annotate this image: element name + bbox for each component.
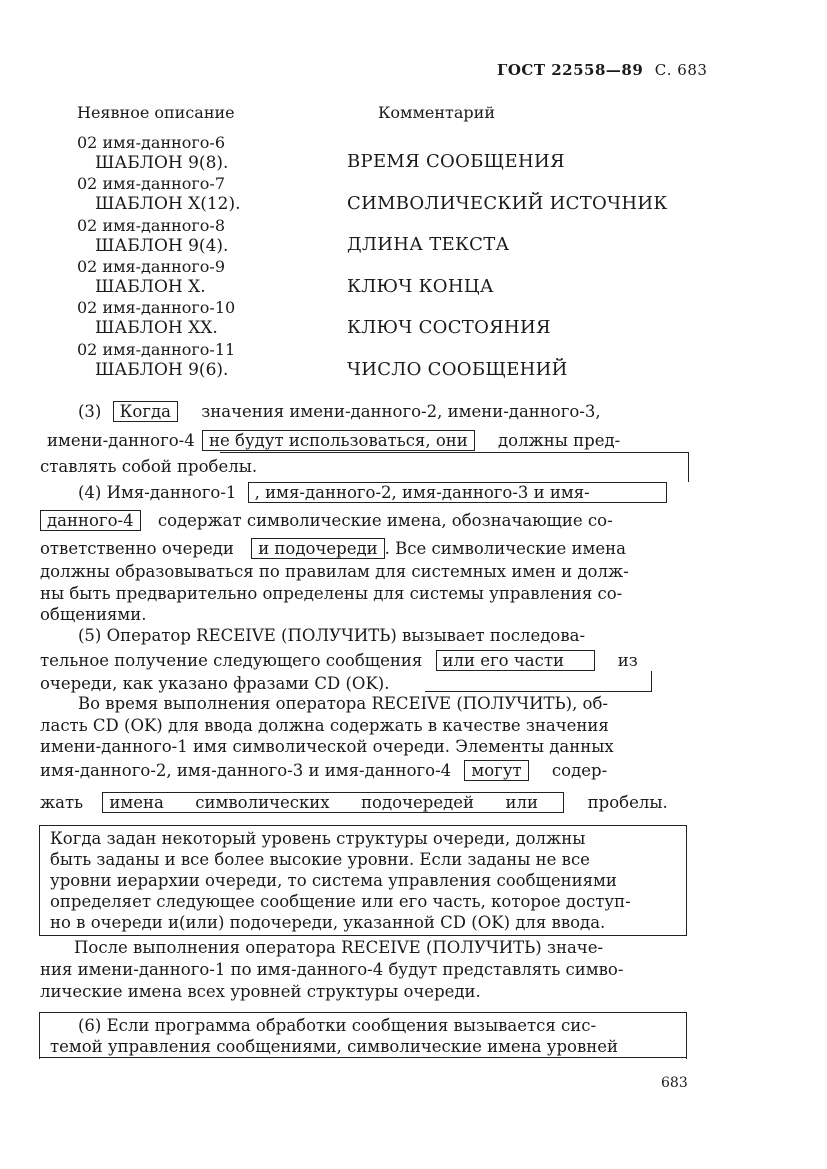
- para4-line3: [40, 538, 626, 560]
- table-row-comment: ВРЕМЯ СООБЩЕНИЯ: [347, 151, 565, 172]
- page-header: [497, 61, 707, 79]
- para3-text3: должны пред-: [498, 431, 621, 450]
- column-heading-comment: Комментарий: [378, 103, 495, 122]
- table-row-comment: КЛЮЧ СОСТОЯНИЯ: [347, 317, 551, 338]
- table-row-level: 02 имя-данного-8: [77, 216, 226, 235]
- para4-text4: . Все символические имена: [384, 539, 626, 558]
- para5-bracket: [425, 671, 652, 692]
- exec-text6: жать: [40, 793, 84, 812]
- gost-designation: ГОСТ 22558—89: [497, 61, 644, 79]
- table-row-comment: СИМВОЛИЧЕСКИЙ ИСТОЧНИК: [347, 193, 668, 214]
- after-line2: ния имени-данного-1 по имя-данного-4 будут представлять симво-: [40, 960, 624, 979]
- exec-line5: [40, 792, 668, 814]
- exec-line2: ласть CD (OK) для ввода должна содержать в качестве значения: [40, 716, 609, 735]
- framed-line: уровни иерархии очереди, то система управления сообщениями: [50, 871, 617, 890]
- para3-text2: имени-данного-4: [47, 431, 195, 450]
- exec-line3: имени-данного-1 имя символической очереди. Элементы данных: [40, 737, 614, 756]
- para4-line2: [40, 510, 613, 532]
- para4-text2: содержат символические имена, обозначающие со-: [157, 511, 613, 530]
- exec-text7: пробелы.: [587, 793, 668, 812]
- para5-line1: (5) Оператор RECEIVE (ПОЛУЧИТЬ) вызывает последова-: [78, 626, 586, 645]
- exec-text5: содер-: [551, 761, 608, 780]
- para5-box-part: или его части: [436, 650, 595, 671]
- table-row-picture: ШАБЛОН 9(4).: [95, 236, 229, 256]
- para4-box-subqueue: и подочереди: [251, 538, 384, 559]
- exec-line4: [40, 760, 607, 782]
- table-row-level: 02 имя-данного-9: [77, 257, 226, 276]
- para4-line5: ны быть предварительно определены для системы управления со-: [40, 584, 623, 603]
- para6-bottom-rule: [39, 1057, 687, 1058]
- framed-line: но в очереди и(или) подочереди, указанной CD (OK) для ввода.: [50, 913, 606, 932]
- para3-box-not-used: не будут использоваться, они: [202, 430, 475, 451]
- after-line1: После выполнения оператора RECEIVE (ПОЛУЧИТЬ) значе-: [74, 938, 604, 957]
- para3-bracket: [220, 452, 689, 482]
- exec-text4: имя-данного-2, имя-данного-3 и имя-данного-4: [40, 761, 452, 780]
- table-row-picture: ШАБЛОН X(12).: [95, 194, 241, 214]
- table-row-level: 02 имя-данного-10: [77, 298, 236, 317]
- para4-text3: ответственно очереди: [40, 539, 234, 558]
- framed-block-levels: [39, 825, 687, 936]
- table-row-level: 02 имя-данного-6: [77, 133, 226, 152]
- para3-text1: значения имени-данного-2, имени-данного-3,: [201, 402, 601, 421]
- para4-line1: [78, 482, 667, 504]
- column-heading-implicit: Неявное описание: [77, 103, 235, 122]
- para6-line: (6) Если программа обработки сообщения вызывается сис-: [78, 1016, 597, 1035]
- exec-line1: Во время выполнения оператора RECEIVE (ПОЛУЧИТЬ), об-: [78, 694, 608, 713]
- header-page-ref: С. 683: [654, 61, 708, 79]
- table-row-picture: ШАБЛОН 9(8).: [95, 153, 229, 173]
- para5-line2: [40, 650, 638, 672]
- para4-line4: должны образовываться по правилам для системных имен и долж-: [40, 562, 629, 581]
- after-line3: лические имена всех уровней структуры очереди.: [40, 982, 481, 1001]
- para5-text2: тельное получение следующего сообщения: [40, 651, 423, 670]
- para5-line3: очереди, как указано фразами CD (OK).: [40, 674, 390, 693]
- table-row-picture: ШАБЛОН X.: [95, 277, 206, 297]
- exec-box-may: могут: [464, 760, 528, 781]
- table-row-level: 02 имя-данного-7: [77, 174, 226, 193]
- para3-box-when: Когда: [113, 401, 178, 422]
- para3-line2: [47, 430, 620, 452]
- para4-text1: (4) Имя-данного-1: [78, 483, 237, 502]
- para5-text3: из: [617, 651, 638, 670]
- table-row-comment: ДЛИНА ТЕКСТА: [347, 234, 510, 255]
- para4-box-item4: данного-4: [40, 510, 141, 531]
- para4-box-names: , имя-данного-2, имя-данного-3 и имя-: [248, 482, 667, 503]
- table-row-comment: ЧИСЛО СООБЩЕНИЙ: [347, 359, 568, 380]
- para3-line3: ставлять собой пробелы.: [40, 457, 258, 476]
- framed-line: быть заданы и все более высокие уровни. Если заданы не все: [50, 850, 590, 869]
- exec-box-names: имена символических подочередей или: [102, 792, 564, 813]
- framed-block-para6: [39, 1012, 687, 1059]
- table-row-picture: ШАБЛОН XX.: [95, 318, 218, 338]
- table-row-picture: ШАБЛОН 9(6).: [95, 360, 229, 380]
- para4-line6: общениями.: [40, 605, 147, 624]
- framed-line: Когда задан некоторый уровень структуры очереди, должны: [50, 829, 586, 848]
- framed-line: определяет следующее сообщение или его часть, которое доступ-: [50, 892, 631, 911]
- table-row-level: 02 имя-данного-11: [77, 340, 236, 359]
- table-row-comment: КЛЮЧ КОНЦА: [347, 276, 494, 297]
- page-number: 683: [661, 1075, 688, 1091]
- para3-line1: [78, 401, 601, 423]
- para6-line: темой управления сообщениями, символические имена уровней: [50, 1037, 619, 1056]
- para3-number: (3): [78, 402, 102, 421]
